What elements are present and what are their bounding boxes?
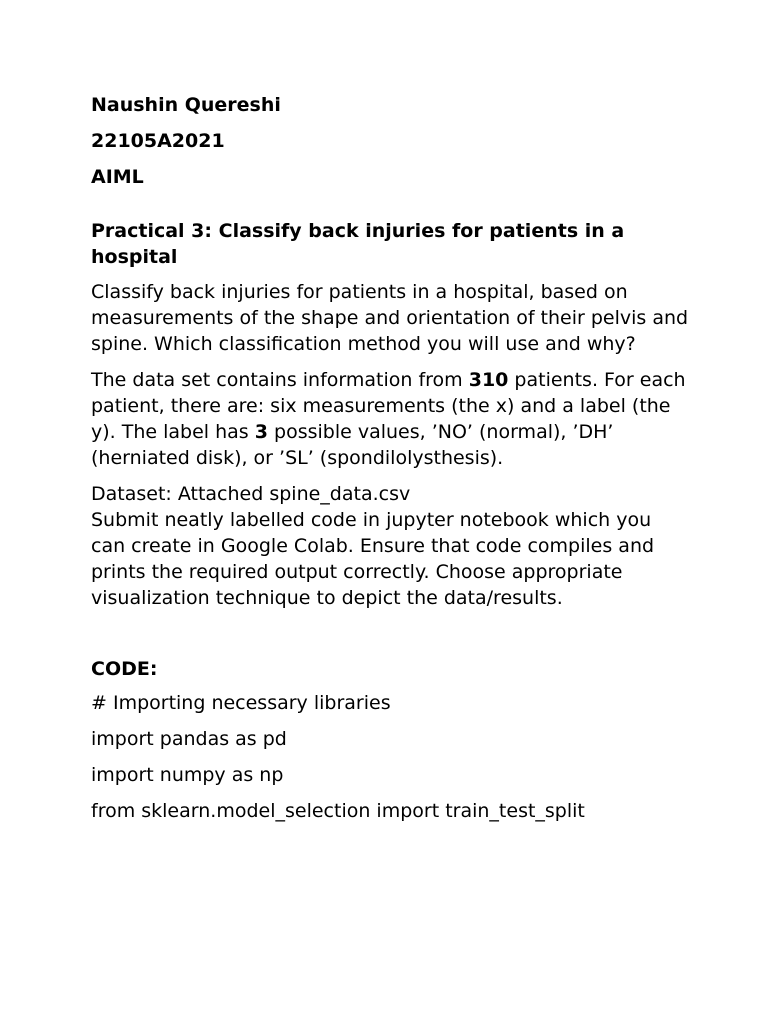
author-name: Naushin Quereshi — [91, 94, 281, 116]
roll-number: 22105A2021 — [91, 130, 225, 152]
code-heading: CODE: — [91, 658, 158, 680]
dataset-info-part3: possible values, ’NO’ (normal), ’DH’ (herniated disk), or ’SL’ (spondilolysthesis). — [91, 421, 614, 469]
submission-instructions: Submit neatly labelled code in jupyter notebook which you can create in Google Colab. Ensure that code compiles and prints the required output correctly. Choose appropriate visualization technique to depict the data/results. — [91, 509, 655, 609]
code-line: from sklearn.model_selection import train_test_split — [91, 800, 585, 822]
document-page — [91, 92, 691, 834]
patients-count: 310 — [468, 369, 509, 391]
dataset-info-part2: patients. For each patient, there are: six measurements (the x) and a label (the y). The label has — [91, 369, 686, 443]
practical-title: Practical 3: Classify back injuries for patients in a hospital — [91, 220, 625, 268]
code-line: import numpy as np — [91, 764, 284, 786]
code-line: import pandas as pd — [91, 728, 287, 750]
branch: AIML — [91, 166, 144, 188]
dataset-info — [91, 367, 691, 471]
dataset-info-part1: The data set contains information from — [91, 369, 469, 391]
dataset-file: Dataset: Attached spine_data.csv — [91, 483, 411, 505]
label-count: 3 — [254, 421, 268, 443]
code-line: # Importing necessary libraries — [91, 692, 391, 714]
practical-description: Classify back injuries for patients in a hospital, based on measurements of the shape and orientation of their pelvis and spine. Which classification method you will use and why? — [91, 281, 689, 355]
